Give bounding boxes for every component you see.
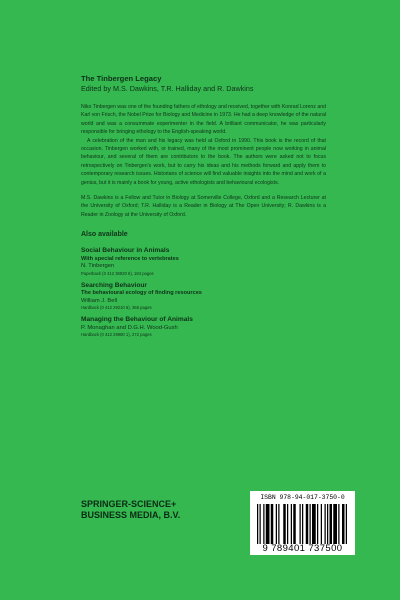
related-book-details: Paperback (0 412 36920 6), 184 pages xyxy=(81,270,154,276)
publisher-name-line2: BUSINESS MEDIA, B.V. xyxy=(81,510,181,520)
related-book-author: P. Monaghan and D.G.H. Wood-Gush xyxy=(81,324,178,331)
book-title: The Tinbergen Legacy xyxy=(81,74,162,83)
related-book-details: Hardback (0 412 29980 1), 272 pages xyxy=(81,332,152,338)
related-book-subtitle: The behavioural ecology of finding resources xyxy=(81,290,202,297)
related-book-title: Managing the Behaviour of Animals xyxy=(81,316,193,324)
related-book-author: N. Tinbergen xyxy=(81,263,115,270)
related-book xyxy=(81,247,326,277)
description-paragraph: Niko Tinbergen was one of the founding fathers of ethology and received, together with Konrad Lorenz and Karl von Frisch, the Nobel Prize for Biology and Medicine in 1973. He had a deep knowledge of the natural world and was a consummate experimenter in the field. A brilliant communicator, he was particularly responsible for bringing ethology to the English-speaking world. xyxy=(81,104,326,136)
publisher-name-line1: SPRINGER-SCIENCE+ xyxy=(81,499,177,509)
editors-bio-paragraph: M.S. Dawkins is a Fellow and Tutor in Biology at Somerville College, Oxford and a Research Lecturer at the University of Oxford; T.R. Halliday is a Reader in Biology at The Open University; R. Dawkins is a Reader in Zoology at the University of Oxford. xyxy=(81,195,326,218)
related-book-subtitle: With special reference to vertebrates xyxy=(81,255,179,262)
also-available-heading: Also available xyxy=(81,231,128,239)
related-book-author: William J. Bell xyxy=(81,297,118,304)
related-book xyxy=(81,282,326,312)
related-book-title: Social Behaviour in Animals xyxy=(81,247,170,255)
description-paragraph: A celebration of the man and his legacy was held at Oxford in 1990. This book is the record of that occasion. Tinbergen worked with, or trained, many of the most prominent people now working in animal behaviour, and several of them are contributors to the book. The authors were asked not to focus retrospectively on Tinbergen's work, but to carry his ideas and his methods forward and apply them to contemporary research issues. Historians of science will find valuable insights into the mind and work of a genius, but it is mainly a book for young, active ethologists and behavioural ecologists. xyxy=(81,137,326,186)
ean-digits: 9 789401 737500 xyxy=(262,543,343,554)
book-editors: Edited by M.S. Dawkins, T.R. Halliday and R. Dawkins xyxy=(81,84,254,93)
publisher-imprint xyxy=(81,499,180,521)
related-book-title: Searching Behaviour xyxy=(81,281,147,289)
related-book xyxy=(81,316,326,338)
isbn-barcode xyxy=(250,491,355,555)
isbn-label: ISBN 978-94-017-3750-0 xyxy=(260,494,345,501)
barcode-icon xyxy=(257,504,348,544)
related-book-details: Hardback (0 412 29210 6), 358 pages xyxy=(81,305,152,311)
cover-text xyxy=(81,74,326,343)
